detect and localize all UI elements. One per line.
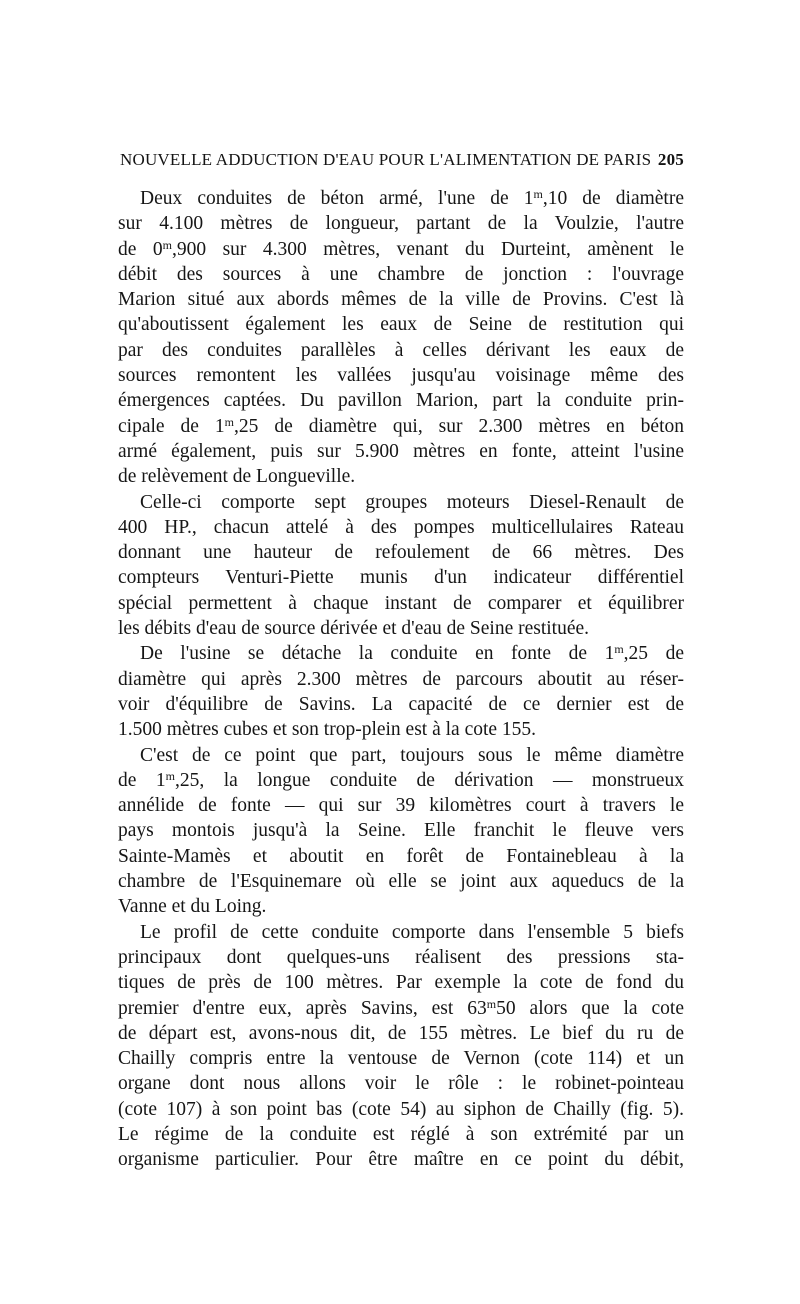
line-text: débit des sources à une chambre de jonction : l'ouvrage bbox=[118, 263, 684, 285]
text-line bbox=[118, 1097, 684, 1122]
line-text: De l'usine se détache la conduite en fonte de 1 bbox=[140, 643, 615, 665]
text-line bbox=[118, 591, 684, 616]
text-line bbox=[118, 717, 684, 742]
text-line bbox=[118, 844, 684, 869]
line-text: annélide de fonte — qui sur 39 kilomètres court à travers le bbox=[118, 795, 684, 817]
line-text: émergences captées. Du pavillon Marion, part la conduite prin- bbox=[118, 390, 684, 412]
line-text: donnant une hauteur de refoulement de 66 mètres. Des bbox=[118, 542, 684, 564]
text-line bbox=[118, 515, 684, 540]
unit-superscript: m bbox=[224, 414, 234, 429]
line-text: Le profil de cette conduite comporte dans l'ensemble 5 biefs bbox=[140, 921, 684, 943]
text-line bbox=[118, 1071, 684, 1096]
line-text: spécial permettent à chaque instant de comparer et équilibrer bbox=[118, 592, 684, 614]
line-text: qu'aboutissent également les eaux de Seine de restitution qui bbox=[118, 314, 684, 336]
running-title: NOUVELLE ADDUCTION D'EAU POUR L'ALIMENTATION DE PARIS bbox=[120, 150, 652, 169]
text-line bbox=[118, 920, 684, 945]
text-line bbox=[118, 945, 684, 970]
text-line bbox=[118, 211, 684, 236]
text-line bbox=[118, 1046, 684, 1071]
text-line bbox=[118, 237, 684, 262]
unit-superscript: m bbox=[533, 187, 543, 201]
line-text: pays montois jusqu'à la Seine. Elle franchit le fleuve vers bbox=[118, 820, 684, 842]
line-text: de relèvement de Longueville. bbox=[118, 466, 356, 488]
line-text: cipale de 1 bbox=[118, 415, 225, 437]
line-text: armé également, puis sur 5.900 mètres en fonte, atteint l'usine bbox=[118, 440, 684, 462]
text-line bbox=[118, 338, 684, 363]
line-text: organisme particulier. Pour être maître en ce point du débit, bbox=[118, 1149, 684, 1171]
text-line bbox=[118, 996, 684, 1021]
text-line bbox=[118, 439, 684, 464]
unit-superscript: m bbox=[165, 768, 175, 783]
text-line bbox=[118, 186, 684, 211]
page-number: 205 bbox=[657, 150, 684, 169]
text-line bbox=[118, 641, 684, 666]
line-text: Deux conduites de béton armé, l'une de 1 bbox=[140, 188, 534, 209]
text-line bbox=[118, 616, 684, 641]
line-text: Chailly compris entre la ventouse de Vernon (cote 114) et un bbox=[118, 1048, 684, 1070]
text-line bbox=[118, 743, 684, 768]
text-line bbox=[118, 1147, 684, 1172]
text-line bbox=[118, 1122, 684, 1147]
text-line bbox=[118, 312, 684, 337]
text-line bbox=[118, 818, 684, 843]
text-line bbox=[118, 388, 684, 413]
line-text: les débits d'eau de source dérivée et d'eau de Seine restituée. bbox=[118, 618, 590, 640]
text-line bbox=[118, 869, 684, 894]
line-text: de 0 bbox=[118, 238, 163, 260]
body-text bbox=[118, 186, 684, 1173]
line-text: C'est de ce point que part, toujours sous le même diamètre bbox=[140, 744, 684, 766]
line-text: organe dont nous allons voir le rôle : le robinet-pointeau bbox=[118, 1073, 684, 1095]
line-text: 1.500 mètres cubes et son trop-plein est à la cote 155. bbox=[118, 719, 537, 741]
text-line bbox=[118, 692, 684, 717]
line-text: de départ est, avons-nous dit, de 155 mètres. Le bief du ru de bbox=[118, 1022, 684, 1044]
line-text: tiques de près de 100 mètres. Par exemple la cote de fond du bbox=[118, 972, 684, 994]
text-line bbox=[118, 667, 684, 692]
line-text-continued: ,10 de diamètre bbox=[542, 188, 684, 209]
line-text: premier d'entre eux, après Savins, est 63 bbox=[118, 997, 487, 1019]
unit-superscript: m bbox=[486, 996, 497, 1011]
text-line bbox=[118, 1021, 684, 1046]
line-text: voir d'équilibre de Savins. La capacité de ce dernier est de bbox=[118, 693, 684, 715]
line-text: Marion situé aux abords mêmes de la ville de Provins. C'est là bbox=[118, 289, 684, 311]
text-line bbox=[118, 490, 684, 515]
unit-superscript: m bbox=[614, 642, 624, 657]
line-text: Vanne et du Loing. bbox=[118, 896, 267, 918]
running-header bbox=[120, 150, 684, 174]
text-line bbox=[118, 540, 684, 565]
text-line bbox=[118, 262, 684, 287]
line-text: Celle-ci comporte sept groupes moteurs Diesel-Renault de bbox=[140, 491, 684, 513]
line-text: (cote 107) à son point bas (cote 54) au siphon de Chailly (fig. 5). bbox=[118, 1098, 684, 1120]
text-line bbox=[118, 793, 684, 818]
text-line bbox=[118, 414, 684, 439]
line-text: principaux dont quelques-uns réalisent des pressions sta- bbox=[118, 946, 684, 968]
line-text: de 1 bbox=[118, 769, 166, 791]
text-line bbox=[118, 768, 684, 793]
unit-superscript: m bbox=[162, 237, 172, 252]
line-text: par des conduites parallèles à celles dérivant les eaux de bbox=[118, 339, 684, 361]
text-line bbox=[118, 287, 684, 312]
text-line bbox=[118, 970, 684, 995]
line-text: sur 4.100 mètres de longueur, partant de la Voulzie, l'autre bbox=[118, 213, 684, 235]
line-text: Sainte-Mamès et aboutit en forêt de Fontainebleau à la bbox=[118, 845, 684, 867]
line-text-continued: 50 alors que la cote bbox=[496, 997, 684, 1019]
line-text: 400 HP., chacun attelé à des pompes multicellulaires Rateau bbox=[118, 516, 684, 538]
line-text-continued: ,900 sur 4.300 mètres, venant du Durteint, amènent le bbox=[171, 238, 684, 260]
line-text-continued: ,25 de bbox=[623, 643, 684, 665]
text-line bbox=[118, 464, 684, 489]
line-text: chambre de l'Esquinemare où elle se joint aux aqueducs de la bbox=[118, 871, 684, 893]
text-line bbox=[118, 565, 684, 590]
text-line bbox=[118, 363, 684, 388]
line-text: Le régime de la conduite est réglé à son extrémité par un bbox=[118, 1123, 684, 1145]
line-text-continued: ,25 de diamètre qui, sur 2.300 mètres en béton bbox=[234, 415, 684, 437]
line-text-continued: ,25, la longue conduite de dérivation — monstrueux bbox=[175, 769, 685, 791]
text-line bbox=[118, 894, 684, 919]
line-text: diamètre qui après 2.300 mètres de parcours aboutit au réser- bbox=[118, 668, 684, 690]
line-text: compteurs Venturi-Piette munis d'un indicateur différentiel bbox=[118, 567, 684, 589]
line-text: sources remontent les vallées jusqu'au voisinage même des bbox=[118, 365, 684, 387]
